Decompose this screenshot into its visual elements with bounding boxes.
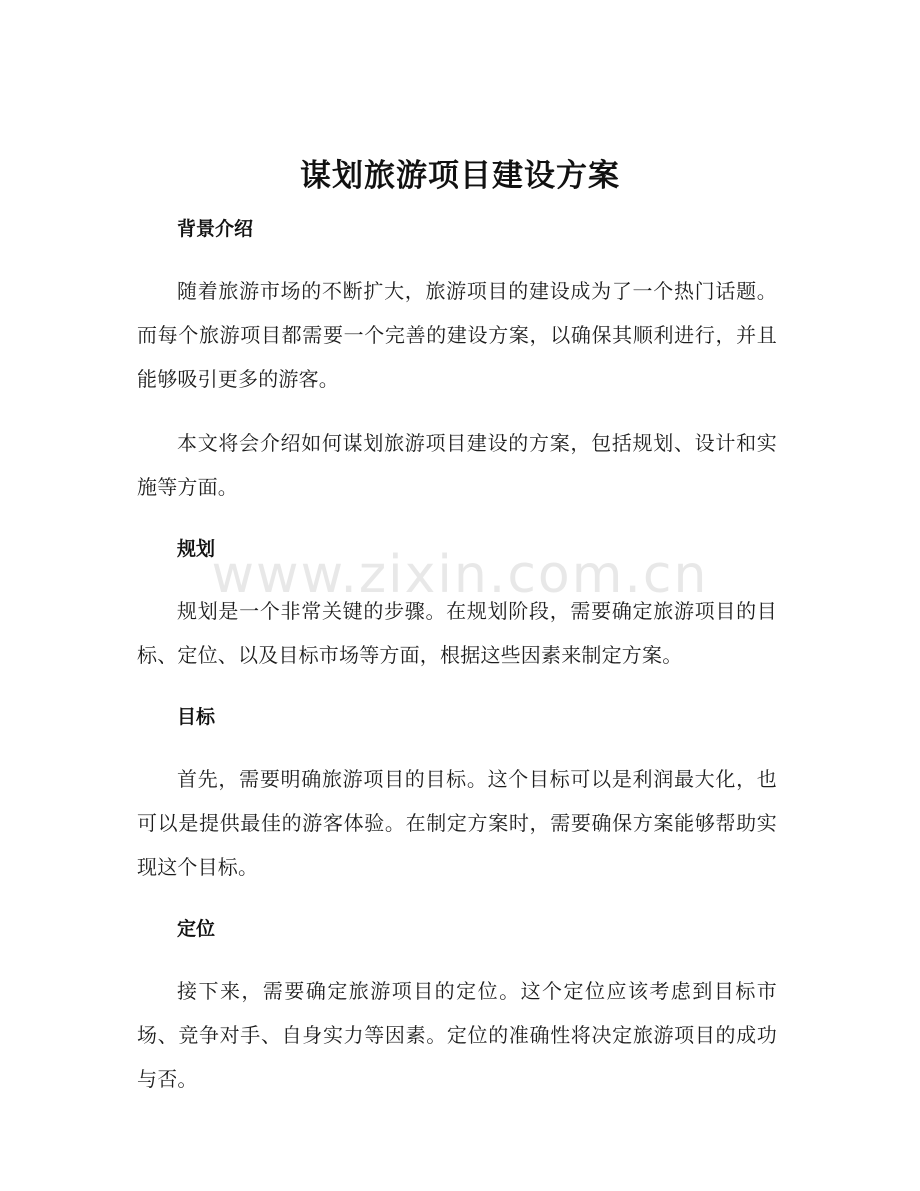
paragraph: 本文将会介绍如何谋划旅游项目建设的方案，包括规划、设计和实施等方面。 bbox=[137, 431, 777, 499]
paragraph: 接下来，需要确定旅游项目的定位。这个定位应该考虑到目标市场、竞争对手、自身实力等因素。定位的准确性将决定旅游项目的成功与否。 bbox=[137, 979, 777, 1091]
section-heading: 规划 bbox=[177, 538, 216, 560]
section-heading: 目标 bbox=[177, 706, 216, 728]
section-heading: 背景介绍 bbox=[177, 218, 254, 240]
watermark: www.zixin.com.cn bbox=[211, 545, 709, 605]
paragraph: 规划是一个非常关键的步骤。在规划阶段，需要确定旅游项目的目标、定位、以及目标市场等方面，根据这些因素来制定方案。 bbox=[137, 599, 777, 667]
paragraph: 首先，需要明确旅游项目的目标。这个目标可以是利润最大化，也可以是提供最佳的游客体验。在制定方案时，需要确保方案能够帮助实现这个目标。 bbox=[137, 767, 777, 879]
document-title: 谋划旅游项目建设方案 bbox=[300, 158, 620, 194]
document-body bbox=[137, 209, 777, 1121]
paragraph: 随着旅游市场的不断扩大，旅游项目的建设成为了一个热门话题。而每个旅游项目都需要一个完善的建设方案，以确保其顺利进行，并且能够吸引更多的游客。 bbox=[137, 279, 777, 391]
section-heading: 定位 bbox=[177, 918, 216, 940]
